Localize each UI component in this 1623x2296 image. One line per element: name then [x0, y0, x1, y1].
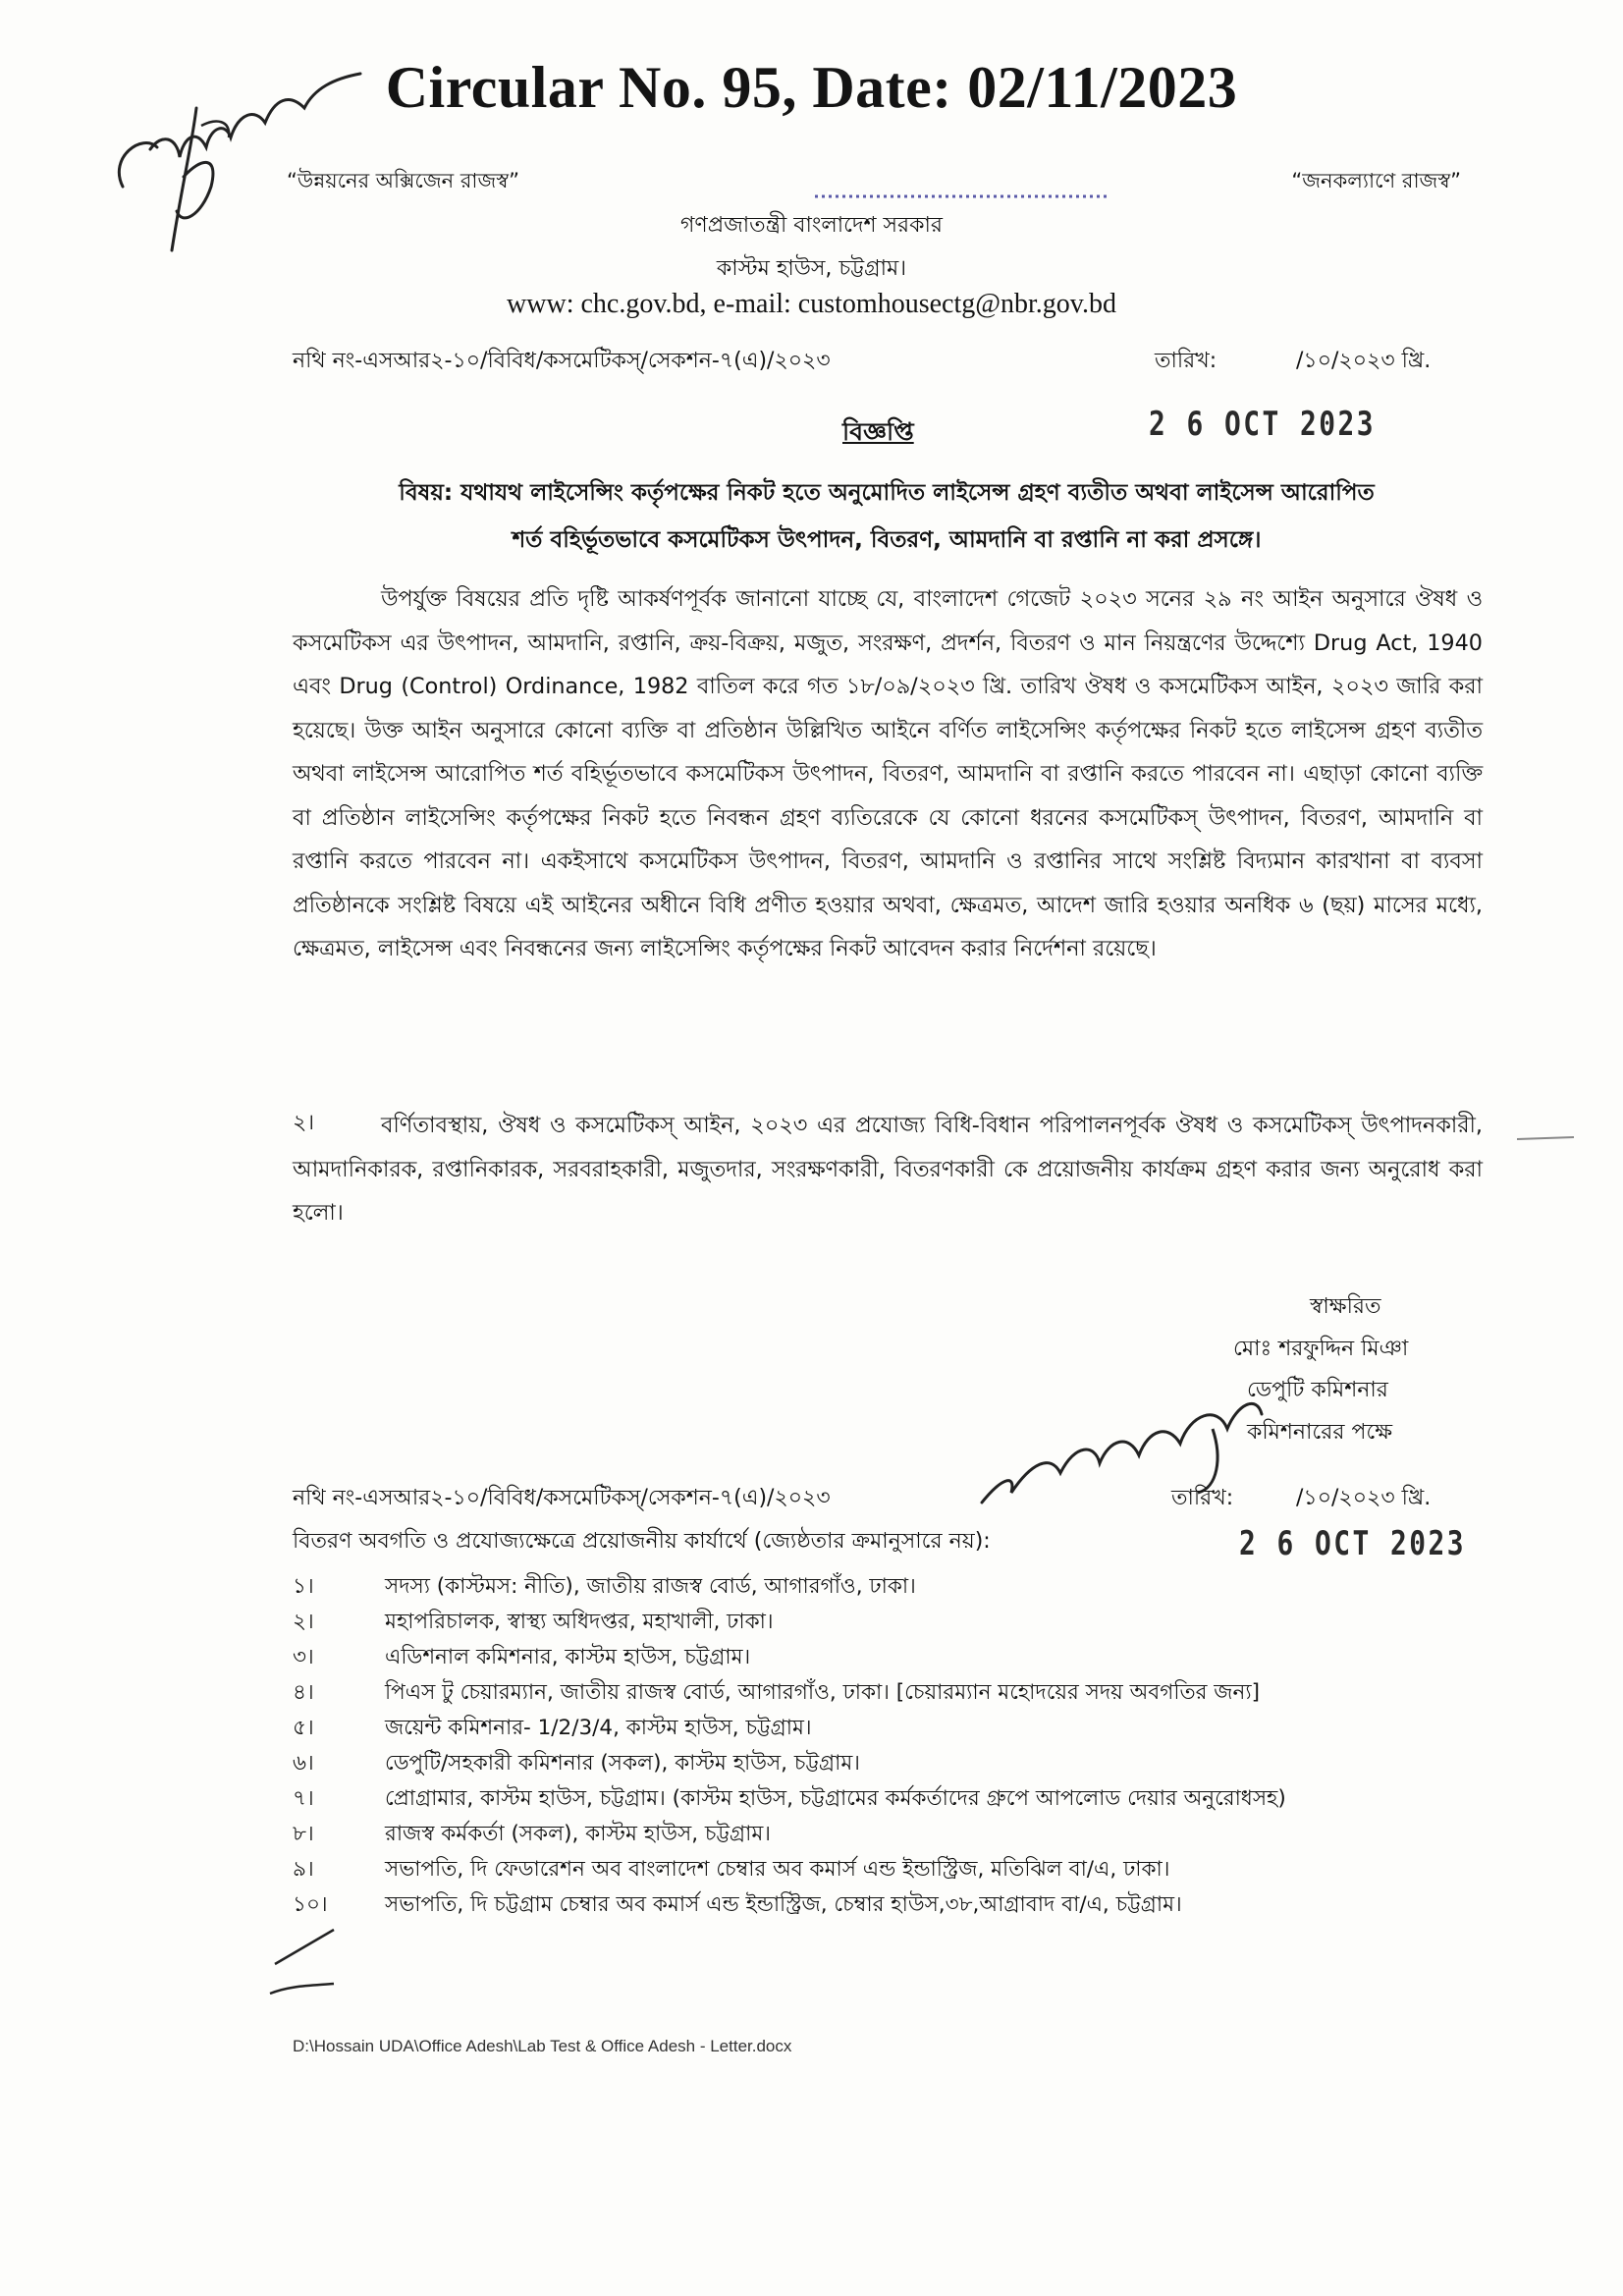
file-number: নথি নং-এসআর২-১০/বিবিধ/কসমেটিকস্‌/সেকশন-৭(এ)/২০২৩ [293, 349, 831, 373]
item-number: ৮। [293, 1822, 314, 1846]
notice-heading: বিজ্ঞপ্তি [842, 417, 914, 446]
date-stamp-2: 2 6 OCT 2023 [1239, 1524, 1466, 1563]
signatory-on-behalf: কমিশনারের পক্ষে [1247, 1419, 1393, 1445]
distribution-item [293, 1569, 1510, 1605]
distribution-item [293, 1887, 1510, 1923]
distribution-item [293, 1852, 1510, 1887]
distribution-item [293, 1675, 1510, 1711]
item-number: ৫। [293, 1716, 314, 1740]
file-number-2: নথি নং-এসআর২-১০/বিবিধ/কসমেটিকস্‌/সেকশন-৭(এ)/২০২৩ [293, 1486, 831, 1510]
motto-left: “উন্নয়নের অক্সিজেন রাজস্ব” [287, 169, 519, 192]
item-text: পিএস টু চেয়ারম্যান, জাতীয় রাজস্ব বোর্ড, আগারগাঁও, ঢাকা। [চেয়ারম্যান মহোদয়ের সদয় অবগতির জন্য] [385, 1680, 1260, 1705]
item-number: ৩। [293, 1645, 314, 1669]
motto-right: “জনকল্যাণে রাজস্ব” [1291, 169, 1461, 192]
distribution-item [293, 1640, 1510, 1675]
paragraph-2: বর্ণিতাবস্থায়, ঔষধ ও কসমেটিকস্‌ আইন, ২০২৩ এর প্রযোজ্য বিধি-বিধান পরিপালনপূর্বক ঔষধ ও কসমেটিকস্‌ উৎপাদনকারী, আমদানিকারক, রপ্তানিকারক, সরবরাহকারী, মজুতদার, সংরক্ষণকারী, বিতরণকারী কে প্রয়োজনীয় কার্যক্রম গ্রহণ করার জন্য অনুরোধ করা হলো। [293, 1113, 1483, 1226]
item-text: সভাপতি, দি চট্টগ্রাম চেম্বার অব কমার্স এন্ড ইন্ডাস্ট্রিজ, চেম্বার হাউস,৩৮,আগ্রাবাদ বা/এ, চট্টগ্রাম। [385, 1892, 1182, 1917]
item-text: সভাপতি, দি ফেডারেশন অব বাংলাদেশ চেম্বার অব কমার্স এন্ড ইন্ডাস্ট্রিজ, মতিঝিল বা/এ, ঢাকা। [385, 1857, 1170, 1882]
date-stamp: 2 6 OCT 2023 [1149, 405, 1376, 444]
paragraph-2-number: ২। [293, 1111, 315, 1135]
office-name: কাস্টম হাউস, চট্টগ্রাম। [716, 256, 907, 281]
item-text: এডিশনাল কমিশনার, কাস্টম হাউস, চট্টগ্রাম। [385, 1645, 751, 1669]
subject [293, 469, 1481, 564]
date-label: তারিখ: [1155, 349, 1217, 373]
item-text: সদস্য (কাস্টমস: নীতি), জাতীয় রাজস্ব বোর্ড, আগারগাঁও, ঢাকা। [385, 1574, 916, 1599]
item-number: ৪। [293, 1680, 314, 1705]
file-path-footer: D:\Hossain UDA\Office Adesh\Lab Test & Office Adesh - Letter.docx [293, 2037, 792, 2055]
item-text: জয়েন্ট কমিশনার- 1/2/3/4, কাস্টম হাউস, চট্টগ্রাম। [385, 1716, 812, 1740]
date-value: /১০/২০২৩ খ্রি. [1296, 349, 1432, 373]
distribution-list [293, 1569, 1510, 1923]
item-number: ১০। [293, 1892, 328, 1917]
item-text: রাজস্ব কর্মকর্তা (সকল), কাস্টম হাউস, চট্টগ্রাম। [385, 1822, 771, 1846]
subject-line-1: বিষয়: যথাযথ লাইসেন্সিং কর্তৃপক্ষের নিকট হতে অনুমোদিত লাইসেন্স গ্রহণ ব্যতীত অথবা লাইসেন্স আরোপিত [399, 480, 1375, 506]
signatory-designation: ডেপুটি কমিশনার [1247, 1378, 1388, 1402]
item-text: মহাপরিচালক, স্বাস্থ্য অধিদপ্তর, মহাখালী, ঢাকা। [385, 1610, 774, 1634]
item-text: প্রোগ্রামার, কাস্টম হাউস, চট্টগ্রাম। (কাস্টম হাউস, চট্টগ্রামের কর্মকর্তাদের গ্রুপে আপলোড দেয়ার অনুরোধসহ) [385, 1786, 1286, 1811]
item-number: ১। [293, 1574, 314, 1599]
paragraph-1: উপর্যুক্ত বিষয়ের প্রতি দৃষ্টি আকর্ষণপূর্বক জানানো যাচ্ছে যে, বাংলাদেশ গেজেট ২০২৩ সনের ২৯ নং আইন অনুসারে ঔষধ ও কসমেটিকস এর উৎপাদন, আমদানি, রপ্তানি, ক্রয়-বিক্রয়, মজুত, সংরক্ষণ, প্রদর্শন, বিতরণ ও মান নিয়ন্ত্রণের উদ্দেশ্যে Drug Act, 1940 এবং Drug (Control) Ordinance, 1982 বাতিল করে গত ১৮/০৯/২০২৩ খ্রি. তারিখ ঔষধ ও কসমেটিকস আইন, ২০২৩ জারি করা হয়েছে। উক্ত আইন অনুসারে কোনো ব্যক্তি বা প্রতিষ্ঠান উল্লিখিত আইনে বর্ণিত লাইসেন্সিং কর্তৃপক্ষের নিকট হতে লাইসেন্স গ্রহণ ব্যতীত অথবা লাইসেন্স আরোপিত শর্ত বহির্ভূতভাবে কসমেটিকস উৎপাদন, বিতরণ, আমদানি বা রপ্তানি করতে পারবেন না। এছাড়া কোনো ব্যক্তি বা প্রতিষ্ঠান লাইসেন্সিং কর্তৃপক্ষের নিকট হতে নিবন্ধন গ্রহণ ব্যতিরেকে যে কোনো ধরনের কসমেটিকস্‌ উৎপাদন, বিতরণ, আমদানি বা রপ্তানি করতে পারবেন না। একইসাথে কসমেটিকস উৎপাদন, বিতরণ, আমদানি ও রপ্তানির সাথে সংশ্লিষ্ট বিদ্যমান কারখানা বা ব্যবসা প্রতিষ্ঠানকে সংশ্লিষ্ট বিষয়ে এই আইনের অধীনে বিধি প্রণীত হওয়ার অথবা, ক্ষেত্রমত, আদেশ জারি হওয়ার অনধিক ৬ (ছয়) মাসের মধ্যে, ক্ষেত্রমত, লাইসেন্স এবং নিবন্ধনের জন্য লাইসেন্সিং কর্তৃপক্ষের নিকট আবেদন করার নির্দেশনা রয়েছে। [293, 586, 1483, 961]
circular-title: Circular No. 95, Date: 02/11/2023 [385, 55, 1238, 120]
item-number: ৬। [293, 1751, 314, 1776]
distribution-item [293, 1711, 1510, 1746]
distribution-item [293, 1781, 1510, 1817]
signed-label: স্বাক্ষরিত [1310, 1294, 1381, 1319]
distribution-title: বিতরণ অবগতি ও প্রযোজ্যক্ষেত্রে প্রয়োজনীয় কার্যার্থে (জ্যেষ্ঠতার ক্রমানুসারে নয়): [293, 1529, 991, 1554]
distribution-item [293, 1746, 1510, 1781]
tick-marks [265, 1925, 353, 2003]
distribution-item [293, 1605, 1510, 1640]
web-email-line: www: chc.gov.bd, e-mail: customhousectg@nbr.gov.bd [507, 289, 1116, 319]
signatory-name: মোঃ শরফুদ্দিন মিঞা [1233, 1336, 1409, 1361]
subject-line-2: শর্ত বহির্ভূতভাবে কসমেটিকস উৎপাদন, বিতরণ, আমদানি বা রপ্তানি না করা প্রসঙ্গে। [512, 527, 1262, 553]
item-number: ২। [293, 1610, 314, 1634]
dotted-mark [815, 185, 1119, 204]
date-label-2: তারিখ: [1171, 1486, 1234, 1510]
date-value-2: /১০/২০২৩ খ্রি. [1296, 1486, 1432, 1510]
government-name: গণপ্রজাতন্ত্রী বাংলাদেশ সরকার [679, 213, 944, 238]
distribution-item [293, 1817, 1510, 1852]
item-number: ৭। [293, 1786, 314, 1811]
item-number: ৯। [293, 1857, 314, 1882]
scan-mark [1517, 1134, 1576, 1144]
item-text: ডেপুটি/সহকারী কমিশনার (সকল), কাস্টম হাউস, চট্টগ্রাম। [385, 1751, 860, 1776]
